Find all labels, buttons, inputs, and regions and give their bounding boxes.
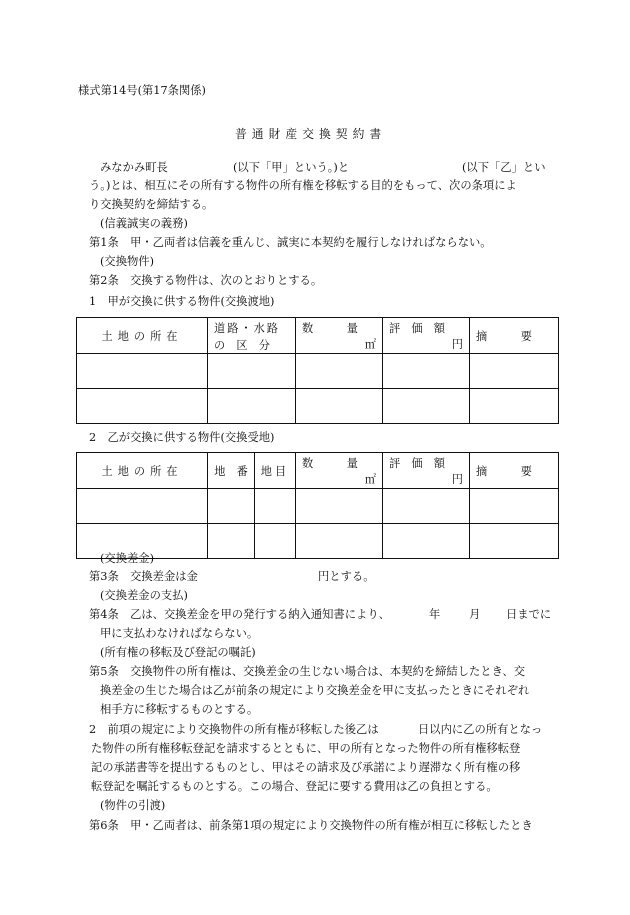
article4-month: 月 [469, 608, 481, 621]
table-cell[interactable] [77, 354, 208, 389]
preamble-ko: (以下「甲」という。)と [233, 161, 350, 174]
article5-line2: 換差金の生じた場合は乙が前条の規定により交換差金を甲に支払ったときにそれぞれ [100, 684, 530, 697]
article4-year: 年 [429, 608, 441, 621]
table-cell[interactable] [383, 389, 470, 424]
table-cell[interactable] [296, 524, 383, 559]
preamble-party: みなかみ町長 [100, 161, 168, 174]
item1-label: 1 甲が交換に供する物件(交換渡地) [89, 295, 275, 308]
qty-unit: ㎡ [364, 473, 376, 486]
table-cell[interactable] [208, 489, 255, 524]
article4-line1: 第4条 乙は、交換差金を甲の発行する納入通知書により、 [89, 608, 390, 621]
table-cell[interactable] [255, 524, 296, 559]
table-cell[interactable] [470, 389, 559, 424]
header-remarks: 摘 要 [470, 318, 559, 354]
article5-line3: 相手方に移転するものとする。 [100, 703, 259, 716]
header-lot-number: 地 番 [208, 453, 255, 489]
table-cell[interactable] [77, 489, 208, 524]
article1-text: 第1条 甲・乙両者は信義を重んじ、誠実に本契約を履行しなければならない。 [89, 236, 492, 249]
exchange-in-table [76, 452, 559, 559]
article4-day: 日までに [506, 608, 552, 621]
header-location: 土地の所在 [77, 318, 208, 354]
value-unit: 円 [451, 473, 463, 486]
table-cell[interactable] [255, 489, 296, 524]
table-cell[interactable] [296, 354, 383, 389]
article3-heading: (交換差金) [100, 552, 155, 565]
table-cell[interactable] [383, 524, 470, 559]
table-cell[interactable] [470, 354, 559, 389]
exchange-out-table [76, 317, 559, 424]
preamble-line2: う。)とは、相互にその所有する物件の所有権を移転する目的をもって、次の条項によ [89, 179, 517, 192]
article4-heading: (交換差金の支払) [100, 589, 188, 602]
table-cell[interactable] [470, 524, 559, 559]
table-header-row [77, 453, 559, 489]
article5-para2-line2: た物件の所有権移転登記を請求するとともに、甲の所有となった物件の所有権移転登 [91, 742, 521, 755]
header-quantity: 数 量 ㎡ [296, 453, 383, 489]
article5-para2-line1a: 2 前項の規定により交換物件の所有権が移転した後乙は [89, 723, 379, 736]
article6-heading: (物件の引渡) [100, 799, 166, 812]
table-cell[interactable] [383, 489, 470, 524]
article4-line2: 甲に支払わなければならない。 [100, 627, 259, 640]
header-land-category: 地目 [255, 453, 296, 489]
article5-line1: 第5条 交換物件の所有権は、交換差金の生じない場合は、本契約を締結したとき、交 [89, 665, 526, 678]
value-unit: 円 [451, 338, 463, 351]
article5-para2-line1b: 日以内に乙の所有となっ [418, 723, 543, 736]
table-header-row [77, 318, 559, 354]
header-value: 評 価 額 円 [383, 318, 470, 354]
table-cell[interactable] [208, 354, 296, 389]
table-row [77, 389, 559, 424]
item2-label: 2 乙が交換に供する物件(交換受地) [89, 431, 275, 444]
header-road-category: 道路・水路 の 区 分 [208, 318, 296, 354]
document-title: 普通財産交換契約書 [235, 127, 387, 141]
preamble-otsu: (以下「乙」とい [462, 161, 546, 174]
article2-heading: (交換物件) [100, 255, 155, 268]
article1-heading: (信義誠実の義務) [100, 217, 188, 230]
header-remarks: 摘 要 [470, 453, 559, 489]
article6-line1: 第6条 甲・乙両者は、前条第1項の規定により交換物件の所有権が相互に移転したとき [89, 819, 533, 832]
table-cell[interactable] [383, 354, 470, 389]
article2-text: 第2条 交換する物件は、次のとおりとする。 [89, 274, 323, 287]
table-cell[interactable] [470, 489, 559, 524]
article3-text-a: 第3条 交換差金は金 [89, 570, 198, 583]
header-location: 土地の所在 [77, 453, 208, 489]
preamble-line3: り交換契約を締結する。 [89, 198, 214, 211]
qty-unit: ㎡ [364, 338, 376, 351]
table-row [77, 489, 559, 524]
article5-para2-line4: 転登記を嘱託するものとする。この場合、登記に要する費用は乙の負担とする。 [91, 780, 498, 793]
header-quantity: 数 量 ㎡ [296, 318, 383, 354]
article3-text-b: 円とする。 [318, 570, 375, 583]
table-cell[interactable] [208, 389, 296, 424]
header-value: 評 価 額 円 [383, 453, 470, 489]
table-cell[interactable] [77, 389, 208, 424]
table-cell[interactable] [208, 524, 255, 559]
article5-para2-line3: 記の承諾書等を提出するものとし、甲はその請求及び承諾により遅滞なく所有権の移 [91, 761, 521, 774]
form-number: 様式第14号(第17条関係) [78, 84, 206, 97]
table-row [77, 354, 559, 389]
table-cell[interactable] [296, 489, 383, 524]
table-cell[interactable] [296, 389, 383, 424]
article5-heading: (所有権の移転及び登記の嘱託) [100, 646, 256, 659]
